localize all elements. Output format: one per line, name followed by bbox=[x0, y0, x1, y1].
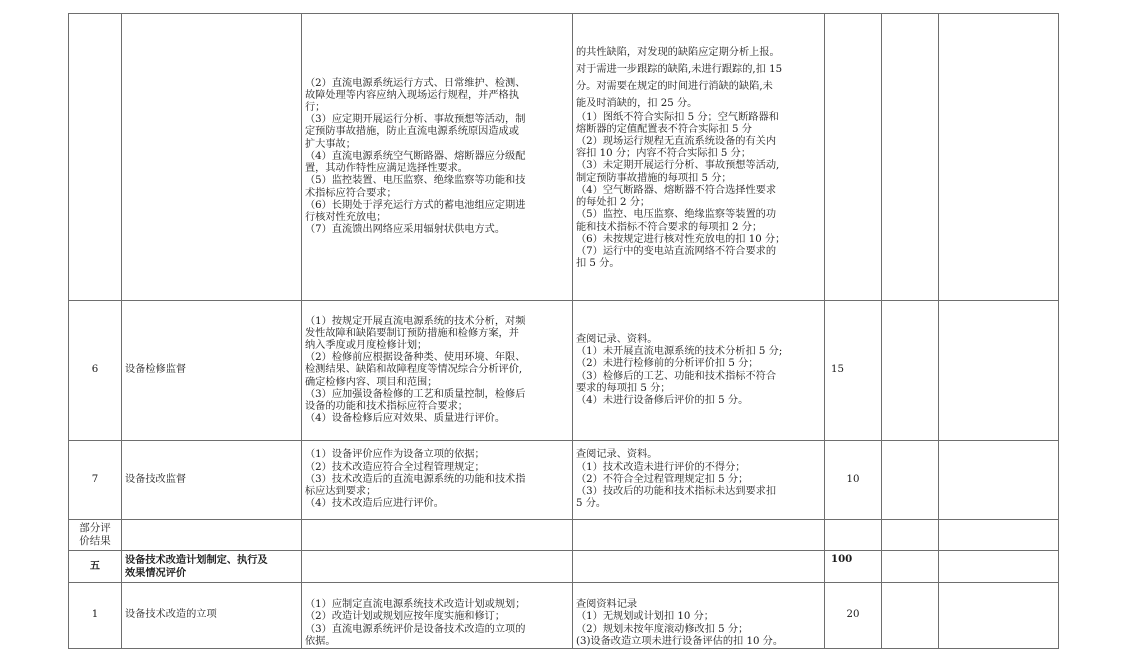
method-line: （4）未进行设备修后评价的扣 5 分。 bbox=[576, 394, 749, 406]
method-line: 查阅记录、资料。 bbox=[576, 333, 658, 345]
requirement-line: （2）技术改造应符合全过程管理规定； bbox=[305, 461, 485, 473]
item-name-cell bbox=[122, 14, 302, 301]
method-line: （3）检修后的工艺、功能和技术指标不符合 bbox=[576, 370, 777, 382]
requirement-line: 依据。 bbox=[305, 635, 336, 647]
method-line: 能和技术指标不符合要求的每项扣 2 分； bbox=[576, 221, 763, 233]
requirement-line: 行； bbox=[305, 102, 326, 114]
requirement-line: （4）设备检修后应对效果、质量进行评价。 bbox=[305, 413, 506, 425]
method-line: （2）不符合全过程管理规定扣 5 分； bbox=[576, 473, 749, 485]
requirement-line: 扩大事故； bbox=[305, 138, 356, 150]
remarks-cell bbox=[939, 583, 1059, 649]
deduction-cell bbox=[882, 583, 939, 649]
method-line: （1）图纸不符合实际扣 5 分；空气断路器和 bbox=[576, 111, 779, 123]
table-row-partial-result bbox=[69, 520, 1059, 551]
requirement-line: （2）直流电源系统运行方式、日常维护、检测、 bbox=[305, 77, 526, 89]
method-line: 容扣 10 分；内容不符合实际扣 5 分； bbox=[576, 148, 752, 160]
method-line: 查阅资料记录 bbox=[576, 599, 638, 611]
requirement-line: 检测结果、缺陷和故障程度等情况综合分析评价, bbox=[305, 364, 523, 376]
standard-score-cell bbox=[825, 520, 882, 551]
requirements-cell bbox=[302, 441, 573, 520]
requirements-cell bbox=[302, 551, 573, 583]
requirement-line: （7）直流馈出网络应采用辐射状供电方式。 bbox=[305, 224, 506, 236]
requirement-line: 置，其动作特性应满足选择性要求。 bbox=[305, 163, 468, 175]
requirement-line: （4）技术改造后应进行评价。 bbox=[305, 498, 444, 510]
evaluation-method-cell bbox=[573, 301, 825, 441]
table-row-continuation bbox=[69, 14, 1059, 301]
requirement-line: （1）按规定开展直流电源系统的技术分析，对频 bbox=[305, 315, 526, 327]
label-line: 价结果 bbox=[79, 535, 111, 547]
remarks-cell bbox=[939, 551, 1059, 583]
requirement-line: （3）应加强设备检修的工艺和质量控制，检修后 bbox=[305, 388, 526, 400]
evaluation-method-cell bbox=[573, 14, 825, 301]
requirements-cell bbox=[302, 301, 573, 441]
method-line: （1）无规划或计划扣 10 分； bbox=[576, 611, 714, 623]
section-index: 五 bbox=[69, 551, 122, 583]
evaluation-table bbox=[68, 13, 1059, 649]
requirement-line: （3）应定期开展运行分析、事故预想等活动，制 bbox=[305, 114, 526, 126]
deduction-cell bbox=[882, 520, 939, 551]
section-title-line: 效果情况评价 bbox=[125, 566, 187, 579]
standard-score-cell: 15 bbox=[825, 301, 882, 441]
index-cell: 1 bbox=[69, 583, 122, 649]
requirement-line: （1）设备评价应作为设备立项的依据； bbox=[305, 449, 485, 461]
requirement-line: 术指标应符合要求； bbox=[305, 187, 397, 199]
requirements-cell bbox=[302, 520, 573, 551]
evaluation-method-cell bbox=[573, 583, 825, 649]
evaluation-method-cell bbox=[573, 551, 825, 583]
section-title bbox=[122, 551, 302, 583]
method-line: 5 分。 bbox=[576, 498, 607, 510]
item-name-cell: 设备技术改造的立项 bbox=[122, 583, 302, 649]
requirement-line: 纳入季度或月度检修计划； bbox=[305, 339, 428, 351]
method-line: 制定预防事故措施的每项扣 5 分； bbox=[576, 172, 732, 184]
item-name-cell: 设备检修监督 bbox=[122, 301, 302, 441]
standard-score-cell bbox=[825, 14, 882, 301]
method-line: 对于需进一步跟踪的缺陷,未进行跟踪的,扣 15 bbox=[576, 63, 783, 75]
index-cell bbox=[69, 14, 122, 301]
method-line: （2）未进行检修前的分析评价扣 5 分； bbox=[576, 358, 759, 370]
method-line: （4）空气断路器、熔断器不符合选择性要求 bbox=[576, 184, 777, 196]
table-row-7 bbox=[69, 441, 1059, 520]
method-line: 要求的每项扣 5 分； bbox=[576, 382, 671, 394]
deduction-cell bbox=[882, 14, 939, 301]
method-line: （2）现场运行规程无直流系统设备的有关内 bbox=[576, 136, 777, 148]
index-cell: 7 bbox=[69, 441, 122, 520]
evaluation-method-cell bbox=[573, 520, 825, 551]
table-row-section-5 bbox=[69, 551, 1059, 583]
requirement-line: 标应达到要求； bbox=[305, 486, 377, 498]
method-line: 能及时消缺的，扣 25 分。 bbox=[576, 97, 698, 109]
method-line: 熔断器的定值配置表不符合实际扣 5 分 bbox=[576, 123, 752, 135]
requirement-line: 故障处理等内容应纳入现场运行规程，并严格执 bbox=[305, 89, 519, 101]
standard-score-cell: 20 bbox=[825, 583, 882, 649]
requirement-line: （6）长期处于浮充运行方式的蓄电池组应定期进 bbox=[305, 199, 526, 211]
method-line: （7）运行中的变电站直流网络不符合要求的 bbox=[576, 245, 777, 257]
method-line: 查阅记录、资料。 bbox=[576, 449, 658, 461]
table-row-5-1 bbox=[69, 583, 1059, 649]
requirement-line: 发性故障和缺陷要制订预防措施和检修方案，并 bbox=[305, 327, 519, 339]
requirement-line: （4）直流电源系统空气断路器、熔断器应分级配 bbox=[305, 150, 526, 162]
item-name-cell bbox=[122, 520, 302, 551]
method-line: 分。对需要在规定的时间进行消缺的缺陷,未 bbox=[576, 80, 773, 92]
requirement-line: （3）技术改造后的直流电源系统的功能和技术指 bbox=[305, 473, 526, 485]
requirement-line: （1）应制定直流电源系统技术改造计划或规划； bbox=[305, 599, 526, 611]
remarks-cell bbox=[939, 14, 1059, 301]
requirement-line: 确定检修内容、项目和范围； bbox=[305, 376, 438, 388]
method-line: （2）规划未按年度滚动修改扣 5 分； bbox=[576, 623, 749, 635]
requirement-line: 定预防事故措施，防止直流电源系统原因造成或 bbox=[305, 126, 519, 138]
remarks-cell bbox=[939, 520, 1059, 551]
label-line: 部分评 bbox=[79, 522, 111, 534]
standard-score-cell: 10 bbox=[825, 441, 882, 520]
remarks-cell bbox=[939, 441, 1059, 520]
requirement-line: （2）检修前应根据设备种类、使用环境、年限、 bbox=[305, 352, 526, 364]
requirement-line: （3）直流电源系统评价是设备技术改造的立项的 bbox=[305, 623, 526, 635]
table-row-6 bbox=[69, 301, 1059, 441]
section-total-score: 100 bbox=[825, 551, 882, 583]
method-line: 的共性缺陷，对发现的缺陷应定期分析上报。 bbox=[576, 46, 780, 58]
method-line: （1）技术改造未进行评价的不得分； bbox=[576, 461, 746, 473]
method-line: 扣 5 分。 bbox=[576, 258, 620, 270]
requirement-line: 设备的功能和技术指标应符合要求； bbox=[305, 401, 468, 412]
evaluation-method-cell bbox=[573, 441, 825, 520]
deduction-cell bbox=[882, 301, 939, 441]
deduction-cell bbox=[882, 551, 939, 583]
method-line: (3)设备改造立项未进行设备评估的扣 10 分。 bbox=[576, 635, 784, 647]
partial-result-label bbox=[69, 520, 122, 551]
method-line: （1）未开展直流电源系统的技术分析扣 5 分; bbox=[576, 346, 783, 358]
section-title-line: 设备技术改造计划制定、执行及 bbox=[125, 553, 268, 566]
method-line: （5）监控、电压监察、绝缘监察等装置的功 bbox=[576, 209, 777, 221]
method-line: （6）未按规定进行核对性充放电的扣 10 分； bbox=[576, 233, 786, 245]
requirement-line: （5）监控装置、电压监察、绝缘监察等功能和技 bbox=[305, 175, 526, 187]
method-line: （3）未定期开展运行分析、事故预想等活动, bbox=[576, 160, 780, 172]
requirements-cell bbox=[302, 583, 573, 649]
method-line: （3）技改后的功能和技术指标未达到要求扣 bbox=[576, 486, 777, 498]
requirement-line: （2）改造计划或规划应按年度实施和修订； bbox=[305, 611, 506, 623]
requirements-cell bbox=[302, 14, 573, 301]
method-line: 的每处扣 2 分； bbox=[576, 197, 651, 209]
remarks-cell bbox=[939, 301, 1059, 441]
index-cell: 6 bbox=[69, 301, 122, 441]
item-name-cell: 设备技改监督 bbox=[122, 441, 302, 520]
requirement-line: 行核对性充放电； bbox=[305, 211, 387, 223]
method-intro bbox=[576, 44, 821, 112]
deduction-cell bbox=[882, 441, 939, 520]
